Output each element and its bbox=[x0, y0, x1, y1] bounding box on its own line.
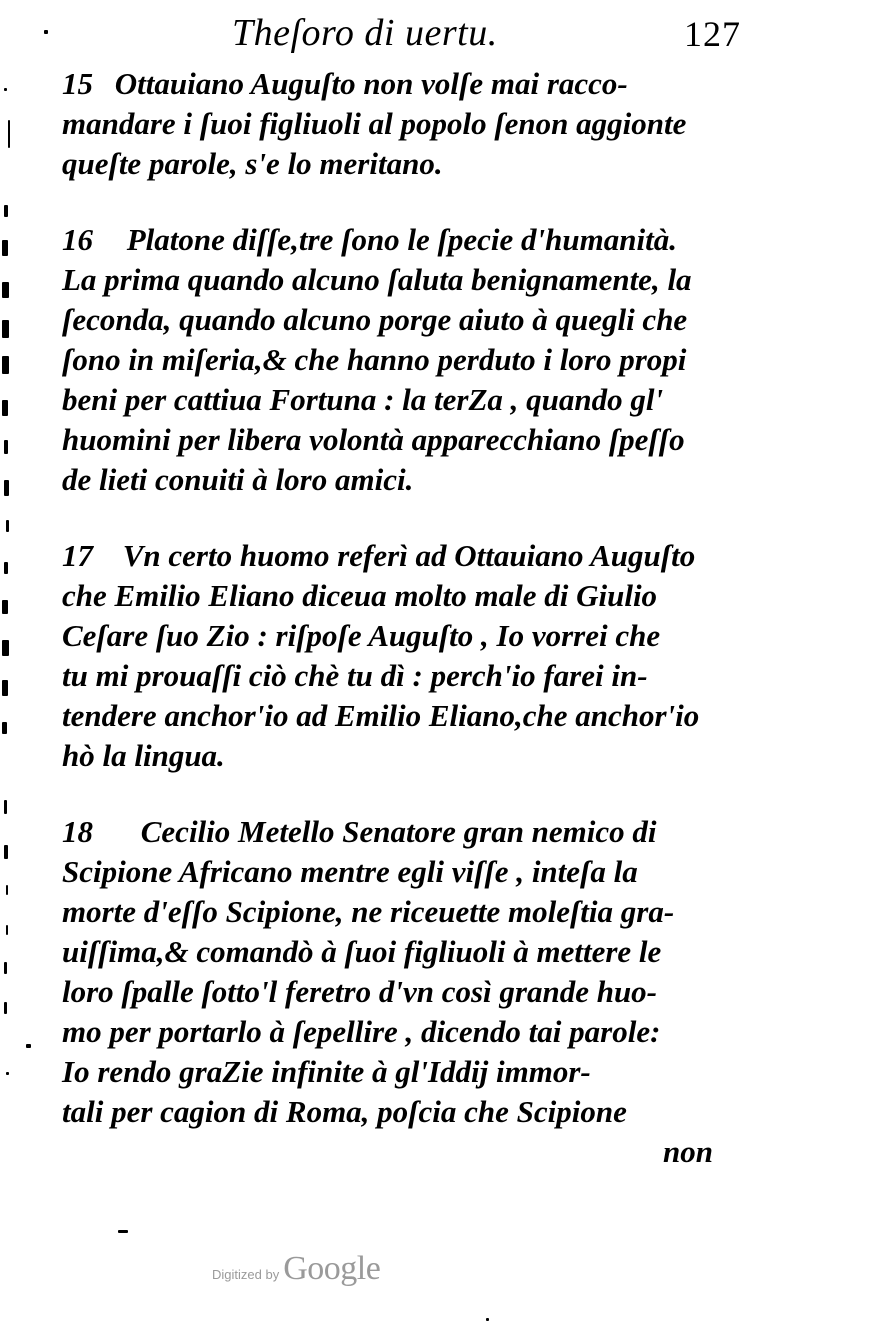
scan-speck bbox=[2, 356, 9, 374]
text-line: tali per cagion di Roma, poſcia che Scipione bbox=[62, 1094, 627, 1129]
google-logo: Google bbox=[283, 1250, 381, 1287]
scan-speck bbox=[4, 562, 8, 574]
digitized-watermark bbox=[212, 1250, 380, 1288]
scan-speck bbox=[6, 1072, 9, 1075]
scan-speck bbox=[4, 440, 8, 454]
scan-speck bbox=[2, 722, 7, 734]
text-line: de lieti conuiti à loro amici. bbox=[62, 462, 414, 497]
text-line: Ceſare ſuo Zio : riſpoſe Auguſto , Io vorrei che bbox=[62, 618, 661, 653]
scan-speck bbox=[4, 845, 8, 859]
text-line: huomini per libera volontà apparecchiano ſpeſſo bbox=[62, 422, 685, 457]
running-head: Theſoro di uertu. bbox=[232, 12, 498, 54]
paragraph-number: 15 bbox=[62, 66, 93, 101]
line-text: Platone diſſe,tre ſono le ſpecie d'humanità. bbox=[126, 222, 677, 257]
text-line: che Emilio Eliano diceua molto male di Giulio bbox=[62, 578, 658, 613]
scan-speck bbox=[118, 1230, 128, 1233]
catchword: non bbox=[663, 1134, 713, 1169]
paragraph-number: 16 bbox=[62, 222, 93, 257]
text-line: tendere anchor'io ad Emilio Eliano,che anchor'io bbox=[62, 698, 700, 733]
line-text: Vn certo huomo referì ad Ottauiano Auguſto bbox=[122, 538, 696, 573]
text-line bbox=[62, 224, 677, 255]
scan-speck bbox=[6, 885, 8, 895]
scan-speck bbox=[4, 205, 8, 217]
line-text: Cecilio Metello Senatore gran nemico di bbox=[140, 814, 657, 849]
text-line: mo per portarlo à ſepellire , dicendo tai parole: bbox=[62, 1014, 661, 1049]
scan-speck bbox=[4, 962, 7, 974]
scan-speck bbox=[2, 400, 8, 416]
scan-speck bbox=[2, 320, 9, 338]
paragraph-number: 18 bbox=[62, 814, 93, 849]
scan-speck bbox=[4, 480, 9, 496]
text-line: Scipione Africano mentre egli viſſe , inteſa la bbox=[62, 854, 638, 889]
scan-speck bbox=[2, 600, 8, 614]
scan-speck bbox=[26, 1044, 31, 1048]
text-line bbox=[62, 68, 628, 99]
text-line: La prima quando alcuno ſaluta benignamente, la bbox=[62, 262, 692, 297]
scan-speck bbox=[2, 282, 9, 298]
scan-speck bbox=[8, 120, 10, 148]
text-line: hò la lingua. bbox=[62, 738, 225, 773]
scan-speck bbox=[2, 240, 8, 256]
text-line: uiſſima,& comandò à ſuoi figliuoli à mettere le bbox=[62, 934, 662, 969]
scan-speck bbox=[486, 1318, 489, 1321]
text-line: ſono in miſeria,& che hanno perduto i loro propi bbox=[62, 342, 687, 377]
text-line: queſte parole, s'e lo meritano. bbox=[62, 146, 443, 181]
scan-speck bbox=[4, 800, 7, 814]
digitized-by-label: Digitized by bbox=[212, 1267, 280, 1282]
scan-speck bbox=[6, 925, 8, 935]
scan-speck bbox=[4, 1002, 7, 1014]
scan-speck bbox=[4, 88, 7, 91]
text-line bbox=[62, 816, 657, 847]
text-line: ſeconda, quando alcuno porge aiuto à quegli che bbox=[62, 302, 688, 337]
scan-speck bbox=[6, 520, 9, 532]
text-line bbox=[62, 540, 695, 571]
text-line: loro ſpalle ſotto'l feretro d'vn così grande huo- bbox=[62, 974, 658, 1009]
text-line: beni per cattiua Fortuna : la terZa , quando gl' bbox=[62, 382, 664, 417]
scan-speck bbox=[44, 30, 48, 34]
line-text: Ottauiano Auguſto non volſe mai racco- bbox=[114, 66, 628, 101]
scan-speck bbox=[2, 640, 9, 656]
text-line: mandare i ſuoi figliuoli al popolo ſenon aggionte bbox=[62, 106, 687, 141]
paragraph-number: 17 bbox=[62, 538, 93, 573]
scan-speck bbox=[2, 680, 8, 696]
text-line: morte d'eſſo Scipione, ne riceuette moleſtia gra- bbox=[62, 894, 675, 929]
text-line: tu mi prouaſſi ciò chè tu dì : perch'io farei in- bbox=[62, 658, 648, 693]
text-line: Io rendo graZie infinite à gl'Iddij immor- bbox=[62, 1054, 591, 1089]
page-number: 127 bbox=[684, 14, 741, 54]
